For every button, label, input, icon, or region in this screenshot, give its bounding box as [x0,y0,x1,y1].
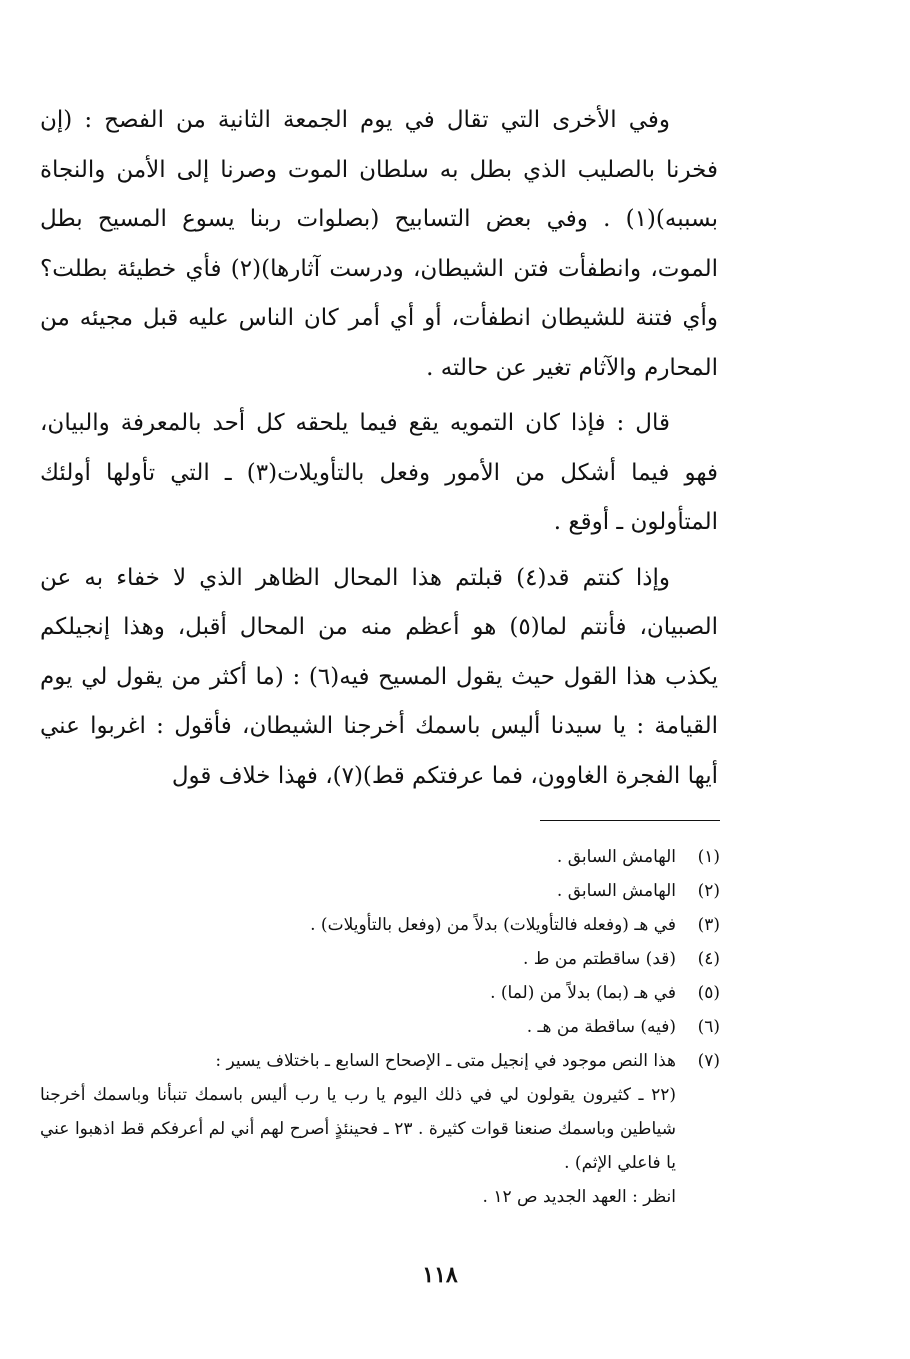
footnote-number: (٦) [697,1017,720,1037]
footnote-3 [40,908,720,942]
footnote-number: (٧) [697,1051,720,1071]
paragraph-3: وإذا كنتم قد(٤) قبلتم هذا المحال الظاهر الذي لا خفاء به عن الصبيان، فأنتم لما(٥) هو أعظم منه من المحال أقبل، وهذا إنجيلكم يكذب هذا القول حيث يقول المسيح فيه(٦) : (ما أكثر من يقول لي يوم القيامة : يا سيدنا أليس باسمك أخرجنا الشيطان، فأقول : اغربوا عني أيها الفجرة الغاوون، فما عرفتكم قط)(٧)، فهذا خلاف قول [40,564,718,789]
footnote-text: (فيه) ساقطة من هـ . [526,1017,676,1037]
footnote-number: (٤) [697,949,720,969]
footnote-number: (١) [697,847,720,867]
footnote-number: (٣) [697,915,720,935]
footnotes [40,840,720,1214]
footnote-4 [40,942,720,976]
paragraph-2: قال : فإذا كان التمويه يقع فيما يلحقه كل أحد بالمعرفة والبيان، فهو فيما أشكل من الأمور وفعل بالتأويلات(٣) ـ التي تأولها أولئك المتأولون ـ أوقع . [40,410,718,535]
paragraph-1: وفي الأخرى التي تقال في يوم الجمعة الثانية من الفصح : (إن فخرنا بالصليب الذي بطل به سلطان الموت وصرنا إلى الأمن والنجاة بسببه)(١) . وفي بعض التسابيح (بصلوات ربنا يسوع المسيح بطل الموت، وانطفأت فتن الشيطان، ودرست آثارها)(٢) فأي خطيئة بطلت؟ وأي فتنة للشيطان انطفأت، أو أي أمر كان الناس عليه قبل مجيئه من المحارم والآثام تغير عن حالته . [40,107,718,381]
footnote-text: الهامش السابق . [556,881,676,901]
footnote-7 [40,1044,720,1214]
footnote-text: (قد) ساقطتم من ط . [522,949,676,969]
footnote-1 [40,840,720,874]
footnote-number: (٢) [697,881,720,901]
footnote-number: (٥) [697,983,720,1003]
footnote-text: الهامش السابق . [556,847,676,867]
page-number: ١١٨ [422,1262,458,1288]
main-text [40,96,718,807]
footnote-6 [40,1010,720,1044]
footnote-separator [540,820,720,821]
footnote-5 [40,976,720,1010]
footnote-text: في هـ (وفعله فالتأويلات) بدلاً من (وفعل بالتأويلات) . [310,915,676,935]
footnote-text: هذا النص موجود في إنجيل متى ـ الإصحاح السابع ـ باختلاف يسير : (٢٢ ـ كثيرون يقولون لي في ذلك اليوم يا رب يا رب أليس باسمك تنبأنا وباسمك أخرجنا شياطين وباسمك صنعنا قوات كثيرة . ٢٣ ـ فحينئذٍ أصرح لهم أني لم أعرفكم قط اذهبوا عني يا فاعلي الإثم) . انظر : العهد الجديد ص ١٢ . [40,1051,676,1207]
footnote-text: في هـ (بما) بدلاً من (لما) . [490,983,676,1003]
footnote-2 [40,874,720,908]
